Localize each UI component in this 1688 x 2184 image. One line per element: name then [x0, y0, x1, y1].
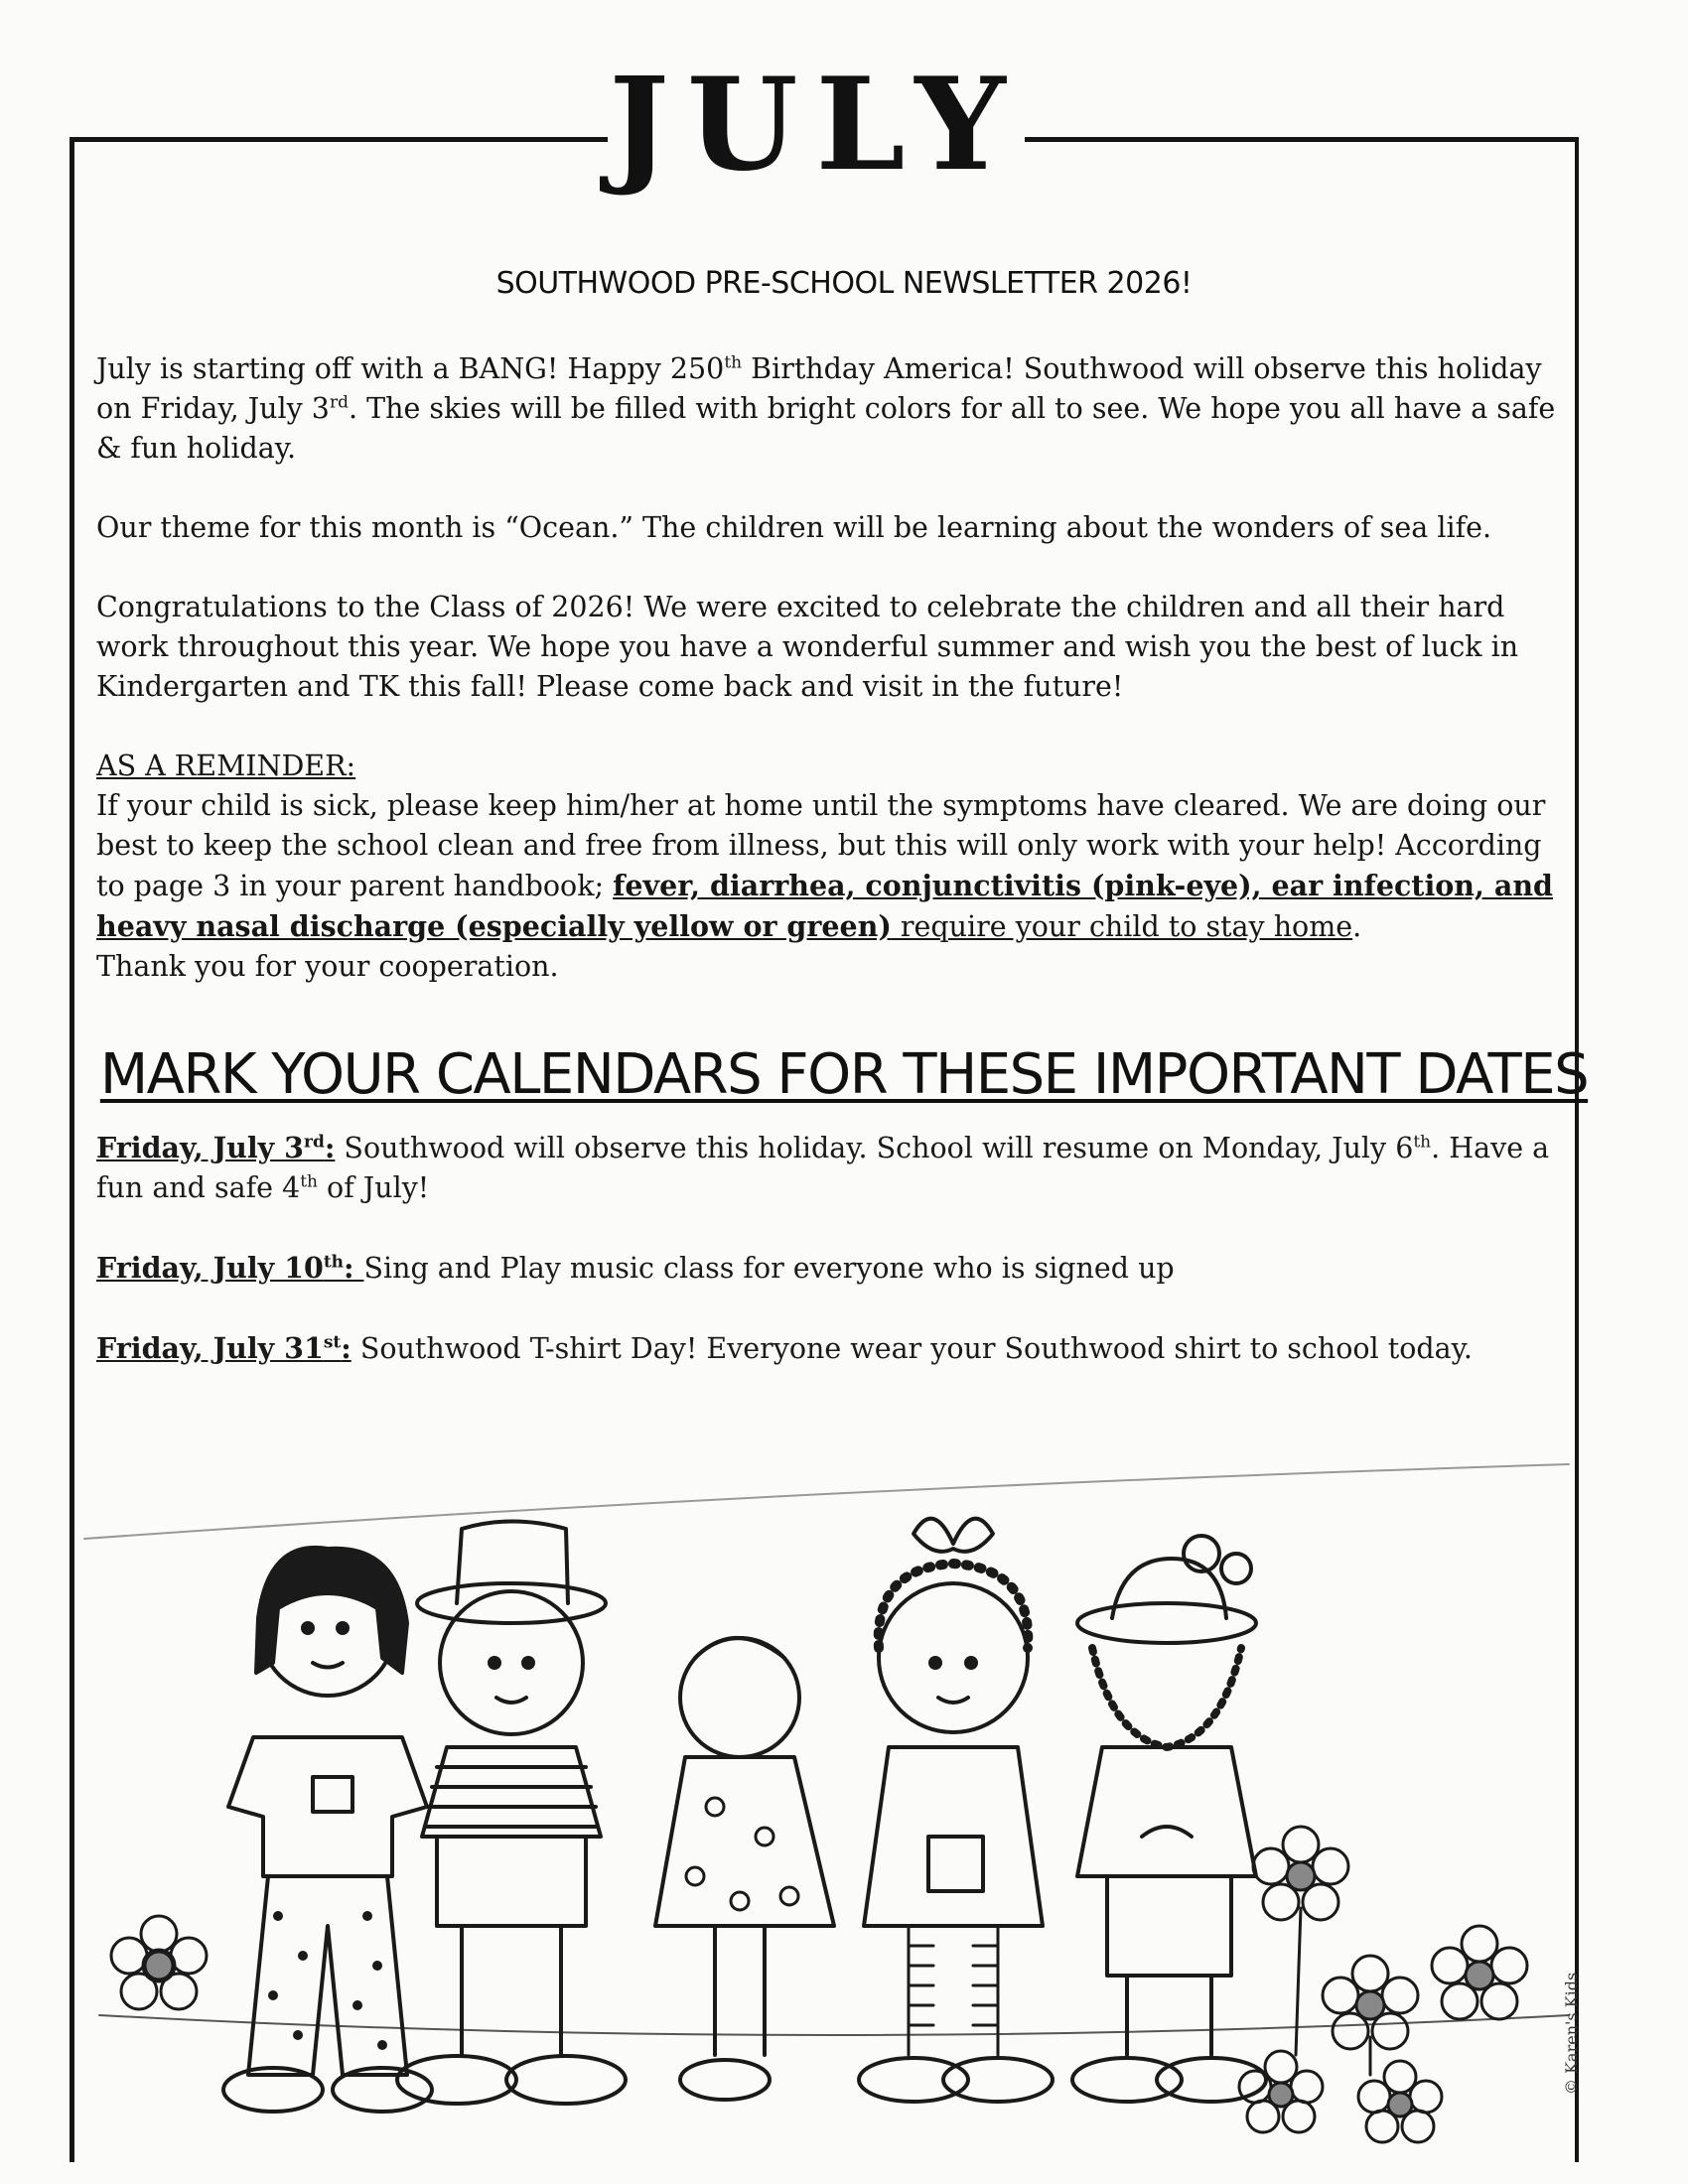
intro-text: . The skies will be filled with bright colors for all to see. We hope you all have a safe & fun holiday.: [96, 392, 1556, 465]
date-text: . Have a fun and safe 4: [96, 1132, 1550, 1204]
reminder-text: If your child is sick, please keep him/her at home until the symptoms have cleared. We are doing our best to keep the school clean and free from illness, but this will only work with your help! According to page 3 in your parent handbook;: [96, 789, 1546, 902]
ordinal-suffix: th: [1413, 1132, 1432, 1153]
child-girl-ponytail: [655, 1638, 834, 2100]
date-item: [96, 1328, 1576, 1369]
stay-home-text: require your child to stay home: [891, 910, 1353, 943]
thanks-text: Thank you for your cooperation.: [96, 950, 559, 983]
paper-edge: [84, 1464, 1569, 1539]
illustration-credit: © Karen's Kids: [1562, 1972, 1581, 2095]
child-girl-curly: [859, 1519, 1053, 2102]
reminder-end: .: [1352, 910, 1362, 943]
ordinal-suffix: th: [724, 352, 743, 373]
reminder-paragraph: [96, 747, 1576, 987]
ordinal-suffix: th: [300, 1171, 318, 1192]
date-label: Friday, July 31st:: [96, 1331, 352, 1365]
child-girl-flower-hat: [1072, 1536, 1266, 2102]
intro-text: July is starting off with a BANG! Happy 250: [96, 352, 725, 385]
children-illustration: [79, 1459, 1589, 2174]
date-item: [96, 1248, 1576, 1289]
date-item: [96, 1128, 1576, 1208]
child-girl-bangs: [223, 1548, 432, 2112]
ordinal-suffix: rd: [329, 392, 349, 413]
newsletter-body: [96, 349, 1576, 987]
intro-paragraph: [96, 349, 1576, 469]
child-boy-hat: [397, 1522, 626, 2105]
symptom-list: fever, diarrhea, conjunctivitis (pink-eye), ear infection, and heavy nasal discharge (especially yellow or green): [96, 869, 1553, 943]
date-text: Sing and Play music class for everyone who is signed up: [363, 1252, 1175, 1285]
calendar-heading: MARK YOUR CALENDARS FOR THESE IMPORTANT DATES: [99, 1042, 1589, 1107]
congrats-paragraph: Congratulations to the Class of 2026! We were excited to celebrate the children and all their hard work throughout this year. We hope you have a wonderful summer and wish you the best of luck in Kindergarten and TK this fall! Please come back and visit in the future!: [96, 591, 1519, 703]
theme-paragraph: Our theme for this month is “Ocean.” The children will be learning about the wonders of sea life.: [96, 511, 1492, 544]
date-text: Southwood T-shirt Day! Everyone wear your Southwood shirt to school today.: [351, 1332, 1473, 1365]
date-text: of July!: [317, 1171, 430, 1204]
date-text: Southwood will observe this holiday. School will resume on Monday, July 6: [335, 1132, 1414, 1164]
date-label: Friday, July 10th:: [96, 1251, 364, 1285]
reminder-heading: AS A REMINDER:: [96, 750, 356, 782]
intro-text: Birthday America! Southwood will observe this holiday on Friday, July 3: [96, 352, 1542, 425]
important-dates: [96, 1128, 1576, 1409]
date-label: Friday, July 3rd:: [96, 1131, 336, 1164]
month-title: JULY: [609, 51, 1024, 200]
newsletter-subtitle: SOUTHWOOD PRE-SCHOOL NEWSLETTER 2026!: [495, 266, 1193, 301]
